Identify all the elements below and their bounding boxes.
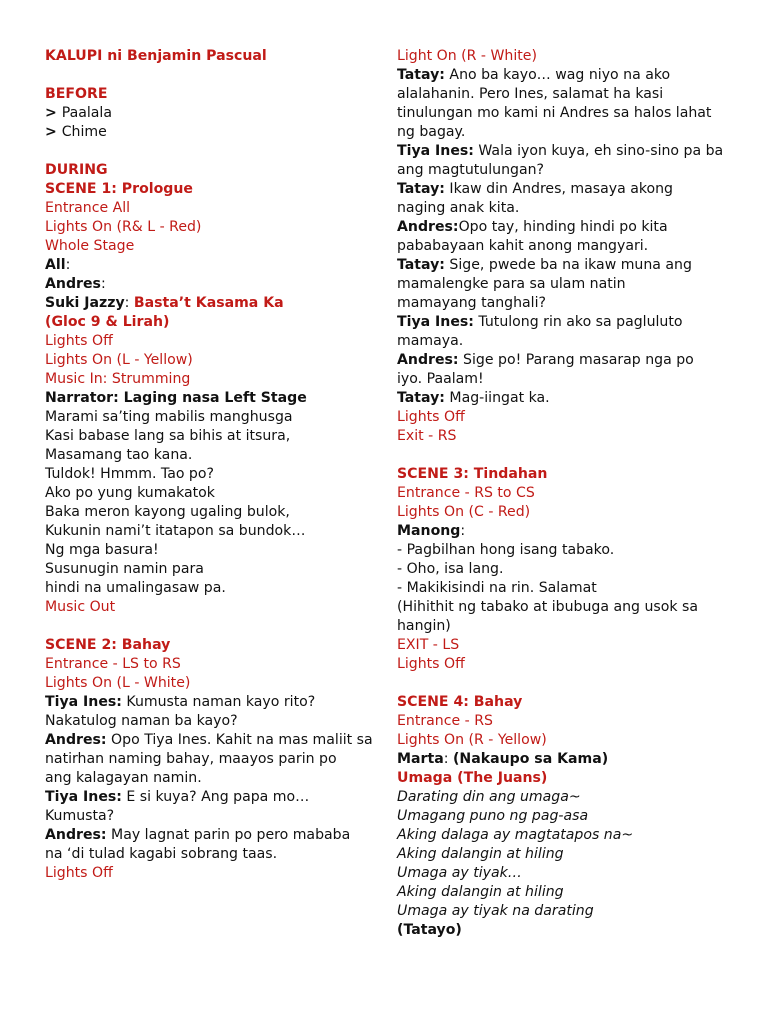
line-text: Paalala — [61, 105, 112, 121]
line-text: Susunugin namin para — [45, 561, 204, 577]
stage-direction: Lights On (R& L - Red) — [45, 219, 202, 235]
script-line — [397, 579, 732, 598]
stage-direction: Lights On (L - White) — [45, 675, 191, 691]
line-text: pababayaan kahit anong mangyari. — [397, 238, 649, 254]
speaker-label: Tiya Ines: — [45, 789, 122, 805]
line-text: Masamang tao kana. — [45, 447, 193, 463]
script-line — [397, 902, 732, 921]
line-text: alalahanin. Pero Ines, salamat ha kasi — [397, 86, 664, 102]
script-line — [45, 864, 380, 883]
script-line — [397, 636, 732, 655]
line-text: Chime — [61, 124, 107, 140]
speaker-label: Tiya Ines: — [397, 143, 474, 159]
line-text: Kumusta? — [45, 808, 115, 824]
script-line — [45, 294, 380, 313]
line-text: tinulungan mo kami ni Andres sa halos lahat — [397, 105, 712, 121]
line-text: (Hihithit ng tabako at ibubuga ang usok sa — [397, 599, 698, 615]
line-text: Ano ba kayo… wag niyo na ako — [444, 67, 671, 83]
line-text: : — [124, 295, 134, 311]
script-line — [45, 731, 380, 750]
line-text: Kumusta naman kayo rito? — [121, 694, 316, 710]
script-line — [397, 256, 732, 275]
script-line — [397, 826, 732, 845]
line-text: ng bagay. — [397, 124, 466, 140]
line-text: Sige po! Parang masarap nga po — [458, 352, 694, 368]
script-line — [45, 845, 380, 864]
line-text: Wala iyon kuya, eh sino-sino pa ba — [473, 143, 724, 159]
lyric-text: Umaga ay tiyak… — [397, 865, 522, 881]
scene-heading: SCENE 4: Bahay — [397, 694, 523, 710]
blank-line — [397, 674, 732, 693]
script-line — [397, 85, 732, 104]
line-text: E si kuya? Ang papa mo… — [121, 789, 310, 805]
stage-direction: Whole Stage — [45, 238, 135, 254]
script-line — [45, 598, 380, 617]
scene-heading: Umaga (The Juans) — [397, 770, 548, 786]
scene-heading: DURING — [45, 162, 108, 178]
line-text: Kasi babase lang sa bihis at itsura, — [45, 428, 291, 444]
line-text: ang kalagayan namin. — [45, 770, 202, 786]
stage-direction: EXIT - LS — [397, 637, 460, 653]
script-line — [397, 921, 732, 940]
speaker-label: Andres — [45, 276, 101, 292]
script-line — [397, 883, 732, 902]
stage-direction: Entrance All — [45, 200, 131, 216]
script-line — [45, 484, 380, 503]
script-line — [45, 351, 380, 370]
script-line — [397, 788, 732, 807]
speaker-label: Andres: — [45, 827, 107, 843]
script-line — [45, 123, 380, 142]
scene-heading: BEFORE — [45, 86, 108, 102]
line-text: Opo Tiya Ines. Kahit na mas maliit sa — [106, 732, 373, 748]
line-text: Mag-iingat ka. — [444, 390, 550, 406]
script-line — [397, 484, 732, 503]
script-line — [397, 218, 732, 237]
stage-direction: Lights On (C - Red) — [397, 504, 531, 520]
stage-direction: Entrance - LS to RS — [45, 656, 181, 672]
script-line — [45, 636, 380, 655]
script-line — [397, 123, 732, 142]
script-line — [45, 180, 380, 199]
speaker-label: (Nakaupo sa Kama) — [452, 751, 609, 767]
stage-direction: Lights Off — [397, 656, 465, 672]
script-line — [45, 47, 380, 66]
scene-heading: (Gloc 9 & Lirah) — [45, 314, 170, 330]
script-line — [45, 161, 380, 180]
script-line — [397, 750, 732, 769]
speaker-label: Andres: — [397, 352, 459, 368]
script-line — [45, 313, 380, 332]
script-line — [397, 598, 732, 617]
script-line — [397, 47, 732, 66]
speaker-label: Marta — [397, 751, 444, 767]
script-line — [397, 275, 732, 294]
script-line — [397, 332, 732, 351]
script-line — [397, 370, 732, 389]
blank-line — [45, 142, 380, 161]
script-line — [397, 503, 732, 522]
line-text: - Oho, isa lang. — [397, 561, 504, 577]
script-line — [397, 655, 732, 674]
script-line — [45, 693, 380, 712]
script-line — [397, 294, 732, 313]
script-line — [397, 465, 732, 484]
speaker-label: Tatay: — [397, 390, 445, 406]
line-text: Marami sa’ting mabilis manghusga — [45, 409, 293, 425]
lyric-text: Darating din ang umaga~ — [397, 789, 581, 805]
speaker-label: Tiya Ines: — [45, 694, 122, 710]
script-line — [45, 541, 380, 560]
stage-direction: Entrance - RS — [397, 713, 493, 729]
speaker-label: Andres: — [397, 219, 459, 235]
script-line — [397, 313, 732, 332]
lyric-text: Umagang puno ng pag-asa — [397, 808, 589, 824]
speaker-label: Tatay: — [397, 67, 445, 83]
line-text: hindi na umalingasaw pa. — [45, 580, 226, 596]
script-line — [397, 712, 732, 731]
speaker-label: Narrator: Laging nasa Left Stage — [45, 390, 307, 406]
right-column — [397, 47, 732, 940]
speaker-label: Tatay: — [397, 181, 445, 197]
speaker-label: > — [45, 124, 62, 140]
script-line — [45, 655, 380, 674]
speaker-label: Tatay: — [397, 257, 445, 273]
script-line — [397, 199, 732, 218]
line-text: May lagnat parin po pero mababa — [106, 827, 351, 843]
line-text: Nakatulog naman ba kayo? — [45, 713, 238, 729]
script-line — [45, 712, 380, 731]
script-line — [45, 389, 380, 408]
scene-heading: Basta’t Kasama Ka — [133, 295, 284, 311]
speaker-label: All — [45, 257, 66, 273]
stage-direction: Lights On (L - Yellow) — [45, 352, 193, 368]
script-line — [397, 142, 732, 161]
stage-direction: Lights Off — [397, 409, 465, 425]
line-text: na ‘di tulad kagabi sobrang taas. — [45, 846, 278, 862]
script-line — [45, 674, 380, 693]
stage-direction: Lights Off — [45, 865, 113, 881]
line-text: mamalengke para sa ulam natin — [397, 276, 626, 292]
script-line — [397, 522, 732, 541]
script-line — [45, 446, 380, 465]
blank-line — [397, 446, 732, 465]
script-line — [45, 104, 380, 123]
line-text: Ako po yung kumakatok — [45, 485, 215, 501]
line-text: - Makikisindi na rin. Salamat — [397, 580, 597, 596]
script-line — [397, 541, 732, 560]
speaker-label: Manong — [397, 523, 461, 539]
script-line — [45, 218, 380, 237]
script-line — [397, 731, 732, 750]
script-line — [397, 161, 732, 180]
scene-heading: SCENE 3: Tindahan — [397, 466, 548, 482]
line-text: Tuldok! Hmmm. Tao po? — [45, 466, 214, 482]
script-line — [45, 807, 380, 826]
stage-direction: Light On (R - White) — [397, 48, 537, 64]
script-line — [45, 769, 380, 788]
script-line — [45, 199, 380, 218]
script-line — [45, 826, 380, 845]
stage-direction: Exit - RS — [397, 428, 457, 444]
script-line — [45, 522, 380, 541]
left-column — [45, 47, 380, 883]
stage-direction: Lights On (R - Yellow) — [397, 732, 547, 748]
blank-line — [45, 617, 380, 636]
stage-direction: Lights Off — [45, 333, 113, 349]
stage-direction: Entrance - RS to CS — [397, 485, 535, 501]
script-line — [45, 332, 380, 351]
line-text: : — [443, 751, 453, 767]
script-line — [45, 256, 380, 275]
line-text: ang magtutulungan? — [397, 162, 545, 178]
lyric-text: Aking dalangin at hiling — [397, 846, 564, 862]
line-text: hangin) — [397, 618, 451, 634]
lyric-text: Aking dalaga ay magtatapos na~ — [397, 827, 634, 843]
line-text: Baka meron kayong ugaling bulok, — [45, 504, 290, 520]
script-line — [397, 560, 732, 579]
script-line — [45, 237, 380, 256]
script-line — [397, 617, 732, 636]
speaker-label: Tiya Ines: — [397, 314, 474, 330]
line-text: naging anak kita. — [397, 200, 520, 216]
lyric-text: Aking dalangin at hiling — [397, 884, 564, 900]
script-line — [397, 427, 732, 446]
scene-heading: SCENE 2: Bahay — [45, 637, 171, 653]
script-line — [397, 104, 732, 123]
stage-direction: Music In: Strumming — [45, 371, 191, 387]
speaker-label: Suki Jazzy — [45, 295, 125, 311]
script-line — [45, 788, 380, 807]
speaker-label: (Tatayo) — [397, 922, 462, 938]
line-text: : — [460, 523, 466, 539]
script-line — [45, 370, 380, 389]
script-line — [45, 560, 380, 579]
script-line — [397, 66, 732, 85]
lyric-text: Umaga ay tiyak na darating — [397, 903, 594, 919]
blank-line — [45, 66, 380, 85]
script-line — [45, 579, 380, 598]
line-text: Kukunin nami’t itatapon sa bundok… — [45, 523, 306, 539]
line-text: Ikaw din Andres, masaya akong — [444, 181, 673, 197]
script-line — [397, 845, 732, 864]
scene-heading: SCENE 1: Prologue — [45, 181, 193, 197]
script-line — [397, 807, 732, 826]
script-line — [397, 237, 732, 256]
script-line — [45, 750, 380, 769]
line-text: iyo. Paalam! — [397, 371, 484, 387]
script-line — [45, 85, 380, 104]
script-line — [397, 769, 732, 788]
script-line — [397, 351, 732, 370]
line-text: natirhan naming bahay, maayos parin po — [45, 751, 337, 767]
script-line — [397, 864, 732, 883]
line-text: mamaya. — [397, 333, 464, 349]
script-line — [45, 275, 380, 294]
script-line — [397, 180, 732, 199]
speaker-label: > — [45, 105, 62, 121]
script-line — [397, 408, 732, 427]
line-text: - Pagbilhan hong isang tabako. — [397, 542, 615, 558]
script-line — [397, 693, 732, 712]
script-line — [45, 408, 380, 427]
line-text: : — [65, 257, 71, 273]
script-line — [45, 465, 380, 484]
stage-direction: Music Out — [45, 599, 116, 615]
script-line — [45, 427, 380, 446]
line-text: mamayang tanghali? — [397, 295, 546, 311]
script-line — [45, 503, 380, 522]
line-text: Tutulong rin ako sa pagluluto — [473, 314, 683, 330]
line-text: : — [100, 276, 106, 292]
script-line — [397, 389, 732, 408]
line-text: Sige, pwede ba na ikaw muna ang — [444, 257, 692, 273]
speaker-label: Andres: — [45, 732, 107, 748]
line-text: Opo tay, hinding hindi po kita — [458, 219, 668, 235]
line-text: Ng mga basura! — [45, 542, 159, 558]
scene-heading: KALUPI ni Benjamin Pascual — [45, 48, 267, 64]
